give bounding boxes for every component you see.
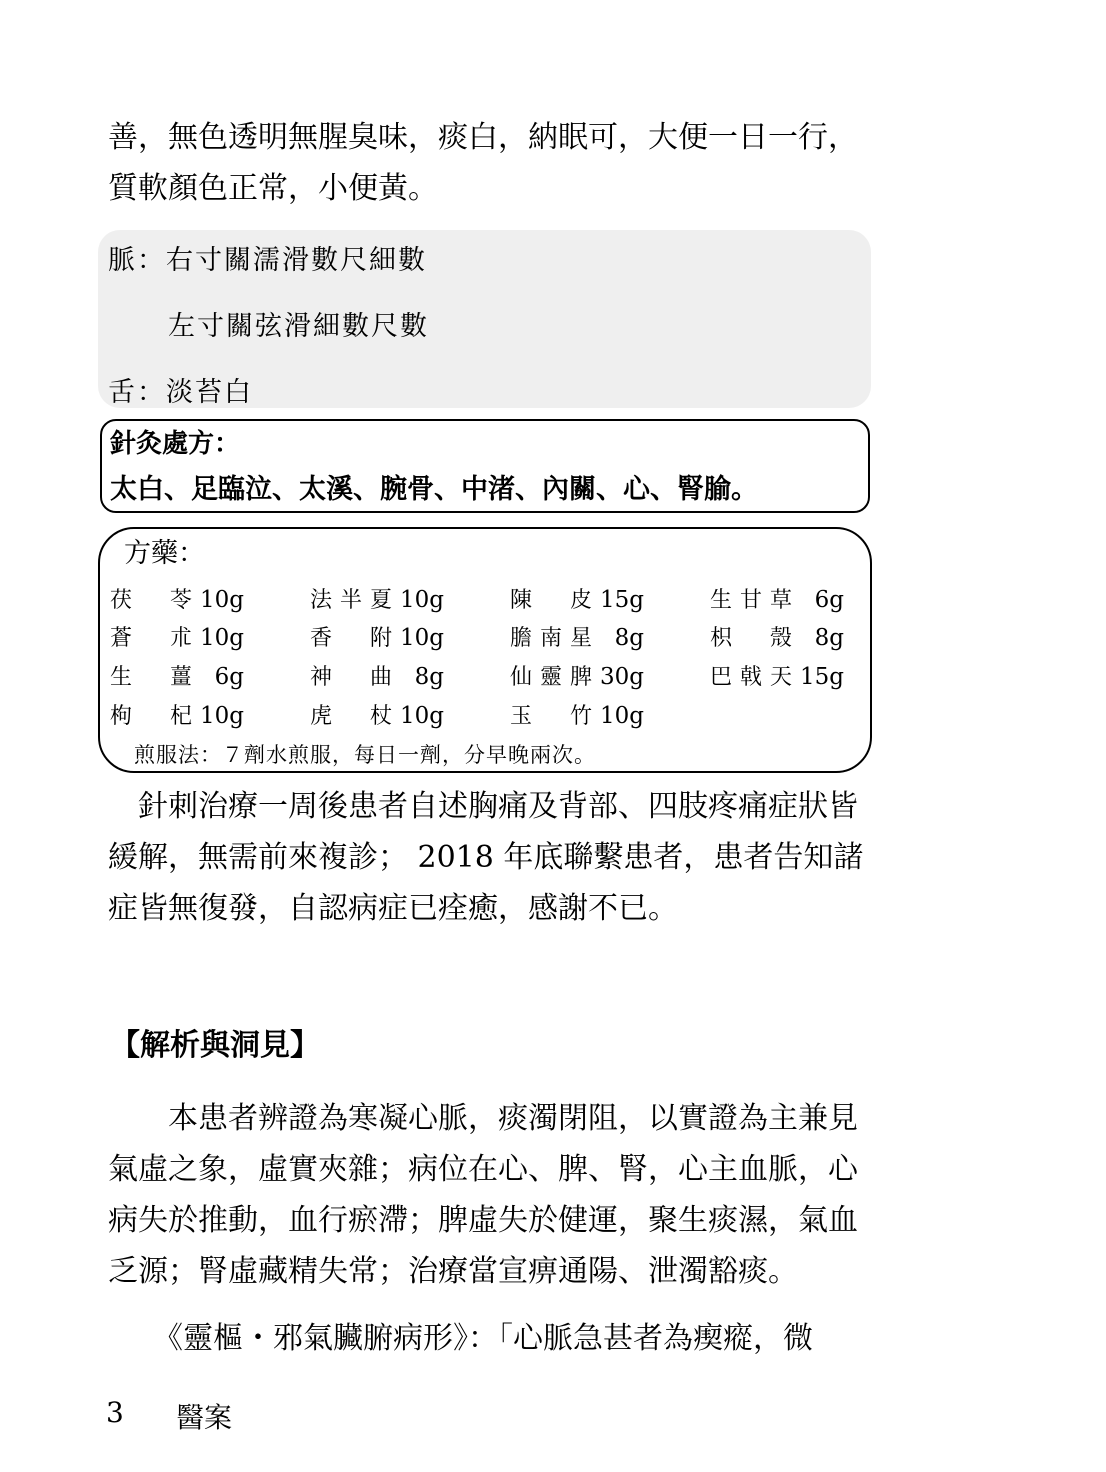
herb-name: 茯 苓 — [110, 588, 192, 613]
herb-name: 生甘草 — [710, 588, 792, 613]
herb-name: 巴戟天 — [710, 665, 792, 690]
herb-item — [710, 621, 844, 652]
quote-paragraph — [108, 1313, 813, 1364]
pulse-line-left: 左寸關弦滑細數尺數 — [168, 311, 429, 342]
herb-item — [310, 660, 444, 691]
herb-item — [110, 621, 244, 652]
herb-dose: 15g — [600, 587, 644, 613]
paragraph-line: 《靈樞・邪氣臟腑病形》：「心脈急甚者為瘈瘲，微 — [108, 1321, 813, 1356]
herb-dose: 10g — [400, 587, 444, 613]
paragraph-line: 針刺治療一周後患者自述胸痛及背部、四肢疼痛症狀皆 — [108, 789, 858, 824]
herb-item — [510, 583, 644, 614]
herb-dose: 6g — [214, 664, 244, 690]
herb-item — [310, 699, 444, 730]
herb-item — [310, 583, 444, 614]
herb-name: 仙靈脾 — [510, 665, 592, 690]
herb-name: 蒼 朮 — [110, 626, 192, 651]
herb-item — [510, 699, 644, 730]
herb-name: 膽南星 — [510, 626, 592, 651]
herb-name: 虎 杖 — [310, 704, 392, 729]
herb-name: 法半夏 — [310, 588, 392, 613]
herb-name: 枸 杞 — [110, 704, 192, 729]
herbal-formula-box — [98, 527, 872, 773]
herb-dose: 10g — [200, 703, 244, 729]
herb-dose: 10g — [200, 587, 244, 613]
herb-dose: 10g — [600, 703, 644, 729]
pulse-tongue-block — [98, 230, 871, 408]
acupuncture-points: 太白、足臨泣、太溪、腕骨、中渚、內關、心、腎腧。 — [110, 474, 758, 505]
paragraph-line: 氣虛之象，虛實夾雜；病位在心、脾、腎，心主血脈，心 — [108, 1152, 858, 1187]
herb-item — [110, 583, 244, 614]
tongue-line: 舌：淡苔白 — [108, 377, 253, 408]
herb-item — [310, 621, 444, 652]
herb-dose: 10g — [200, 625, 244, 651]
page-number: 3 — [106, 1396, 124, 1429]
herb-item — [710, 583, 844, 614]
herb-dose: 30g — [600, 664, 644, 690]
herb-item — [510, 621, 644, 652]
herb-item — [110, 660, 244, 691]
herb-dose: 6g — [814, 587, 844, 613]
herb-dose: 8g — [414, 664, 444, 690]
footer-section-label: 醫案 — [176, 1401, 233, 1434]
paragraph-line: 病失於推動，血行瘀滯；脾虛失於健運，聚生痰濕，氣血 — [108, 1203, 858, 1238]
herb-item — [110, 699, 244, 730]
herb-name: 香 附 — [310, 626, 392, 651]
herb-name: 枳 殼 — [710, 626, 792, 651]
decoction-method: 煎服法：７劑水煎服，每日一劑，分早晚兩次。 — [134, 743, 596, 767]
herb-dose: 15g — [800, 664, 844, 690]
paragraph-line: 症皆無復發，自認病症已痊癒，感謝不已。 — [108, 891, 678, 926]
top-paragraph — [108, 112, 858, 214]
paragraph-line: 善，無色透明無腥臭味，痰白，納眠可，大便一日一行， — [108, 120, 858, 155]
followup-paragraph — [108, 781, 863, 934]
herb-item — [710, 660, 844, 691]
pulse-line-right: 脈：右寸關濡滑數尺細數 — [108, 245, 427, 276]
paragraph-line: 緩解，無需前來複診； 2018 年底聯繫患者，患者告知諸 — [108, 840, 864, 875]
herb-dose: 10g — [400, 703, 444, 729]
section-heading: 【解析與洞見】 — [110, 1028, 320, 1063]
formula-title: 方藥： — [124, 538, 205, 569]
herb-name: 玉 竹 — [510, 704, 592, 729]
herb-name: 神 曲 — [310, 665, 392, 690]
herb-dose: 8g — [614, 625, 644, 651]
paragraph-line: 乏源；腎虛藏精失常；治療當宣痹通陽、泄濁豁痰。 — [108, 1254, 798, 1289]
analysis-paragraph — [108, 1093, 858, 1297]
acupuncture-box — [100, 419, 870, 513]
herb-dose: 8g — [814, 625, 844, 651]
herb-name: 陳 皮 — [510, 588, 592, 613]
herb-dose: 10g — [400, 625, 444, 651]
herb-name: 生 薑 — [110, 665, 192, 690]
herb-item — [510, 660, 644, 691]
acupuncture-title: 針灸處方： — [110, 429, 241, 459]
paragraph-line: 本患者辨證為寒凝心脈，痰濁閉阻，以實證為主兼見 — [108, 1101, 858, 1136]
paragraph-line: 質軟顏色正常，小便黃。 — [108, 171, 438, 206]
